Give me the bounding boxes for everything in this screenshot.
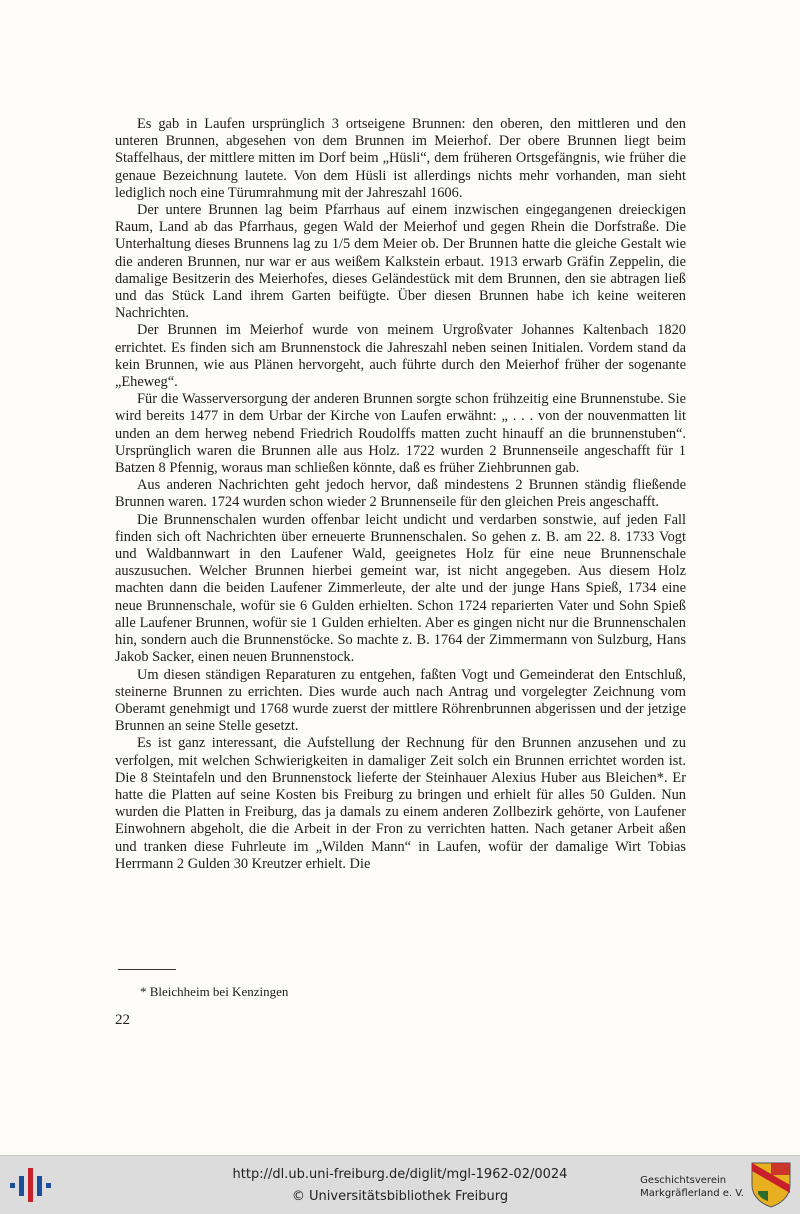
paragraph: Für die Wasserversorgung der anderen Brunnen sorgte schon frühzeitig eine Brunnenstube. Sie wird bereits 1477 in dem Urbar der Kirche von Laufen erwähnt: „ . . . von der nouvenmatten lit unden an dem herweg nebend Friedrich Roudolffs matten zucht hinauff an die brunnenstuben“. Ursprünglich waren die Brunnen alle aus Holz. 1722 wurden 2 Brunnenseile angeschafft für 1 Batzen 8 Pfennig, woraus man schließen könnte, daß es früher Ziehbrunnen gab. xyxy=(115,391,686,477)
paragraph: Die Brunnenschalen wurden offenbar leicht undicht und verdarben sonstwie, auf jeden Fall finden sich oft Nachrichten über erneuerte Brunnenschalen. So gehen z. B. am 22. 8. 1733 Vogt und Waldbannwart in den Laufener Wald, geeignetes Holz für eine neue Brunnenschale auszusuchen. Welcher Brunnen hierbei gemeint war, ist nicht angegeben. Aus diesem Holz machten dann die beiden Laufener Zimmerleute, der alte und der junge Hans Spieß, 1734 eine neue Brunnenschale, wofür sie 6 Gulden erhielten. Schon 1724 reparierten Vater und Sohn Spieß alle Laufener Brunnen, wofür sie 1 Gulden erhielten. Aber es gingen nicht nur die Brunnenschalen hin, sondern auch die Brunnenstöcke. So machte z. B. 1764 der Zimmermann von Sulzburg, Hans Jakob Sacker, einen neuen Brunnenstock. xyxy=(115,511,686,666)
copyright-notice: © Universitätsbibliothek Freiburg xyxy=(291,1189,509,1204)
footnote: * Bleichheim bei Kenzingen xyxy=(140,984,289,999)
body-text xyxy=(115,116,686,873)
society-name xyxy=(640,1174,744,1200)
paragraph: Der Brunnen im Meierhof wurde von meinem Urgroßvater Johannes Kaltenbach 1820 errichtet. Es finden sich am Brunnenstock die Jahreszahl neben seinen Initialen. Vordem stand da kein Brunnen, wie aus Plänen hervorgeht, auch führte durch den Meierhof früher der sogenante „Eheweg“. xyxy=(115,322,686,391)
paragraph: Es ist ganz interessant, die Aufstellung der Rechnung für den Brunnen anzusehen und zu verfolgen, mit welchen Schwierigkeiten in damaliger Zeit solch ein Brunnen errichtet worden ist. Die 8 Steintafeln und den Brunnenstock lieferte der Steinhauer Alexius Huber aus Bleichen*. Er hatte die Platten auf seine Kosten bis Freiburg zu bringen und erhielt für alles 50 Gulden. Nun wurden die Platten in Freiburg, das ja damals zu einem anderen Zollbezirk gehörte, von Laufener Einwohnern abgeholt, die die Arbeit in der Fron zu verrichten hatten. Nach getaner Arbeit aßen und tranken diese Fuhrleute im „Wilden Mann“ in Laufen, wofür der damalige Wirt Tobias Herrmann 2 Gulden 30 Kreutzer erhielt. Die xyxy=(115,735,686,872)
paragraph: Aus anderen Nachrichten geht jedoch hervor, daß mindestens 2 Brunnen ständig fließende Brunnen waren. 1724 wurden schon wieder 2 Brunnenseile für den gleichen Preis angeschafft. xyxy=(115,477,686,511)
viewer-footer xyxy=(0,1155,800,1214)
society-name-line: Markgräflerland e. V. xyxy=(640,1188,744,1199)
society-name-line: Geschichtsverein xyxy=(640,1175,727,1186)
page-number: 22 xyxy=(115,1012,130,1028)
coat-of-arms-icon[interactable] xyxy=(750,1161,792,1209)
document-url-link[interactable]: http://dl.ub.uni-freiburg.de/diglit/mgl-1962-02/0024 xyxy=(232,1167,568,1182)
paragraph: Es gab in Laufen ursprünglich 3 ortseigene Brunnen: den oberen, den mittleren und den unteren Brunnen, abgesehen von dem Brunnen im Meierhof. Der obere Brunnen liegt beim Staffelhaus, der mittlere mitten im Dorf beim „Hüsli“, dem früheren Ortsgefängnis, wie früher die genaue Bezeichnung lautete. Von dem Hüsli ist allerdings nichts mehr vorhanden, man sieht lediglich noch eine Türumrahmung mit der Jahreszahl 1606. xyxy=(115,116,686,201)
paragraph: Um diesen ständigen Reparaturen zu entgehen, faßten Vogt und Gemeinderat den Entschluß, steinerne Brunnen zu errichten. Dies wurde auch nach Antrag und vorgelegter Zeichnung vom Oberamt genehmigt und 1768 wurde zuerst der mittlere Röhrenbrunnen abgerissen und der jetzige Brunnen an seine Stelle gesetzt. xyxy=(115,666,686,735)
footnote-rule xyxy=(118,969,176,970)
paragraph: Der untere Brunnen lag beim Pfarrhaus auf einem inzwischen eingegangenen dreieckigen Raum, Land ab das Pfarrhaus, gegen Wald der Meierhof und gegen Rhein die Dorfstraße. Die Unterhaltung dieses Brunnens lag zu 1/5 dem Meier ob. Der Brunnen hatte die gleiche Gestalt wie die anderen Brunnen, nur war er aus weißem Kalkstein erbaut. 1913 erwarb Gräfin Zeppelin, die damalige Besitzerin des Meierhofes, dieses Geländestück mit dem Brunnen, den sie abtragen ließ und das Stück Land ihrem Garten beifügte. Über diesen Brunnen habe ich keine weiteren Nachrichten. xyxy=(115,202,686,322)
